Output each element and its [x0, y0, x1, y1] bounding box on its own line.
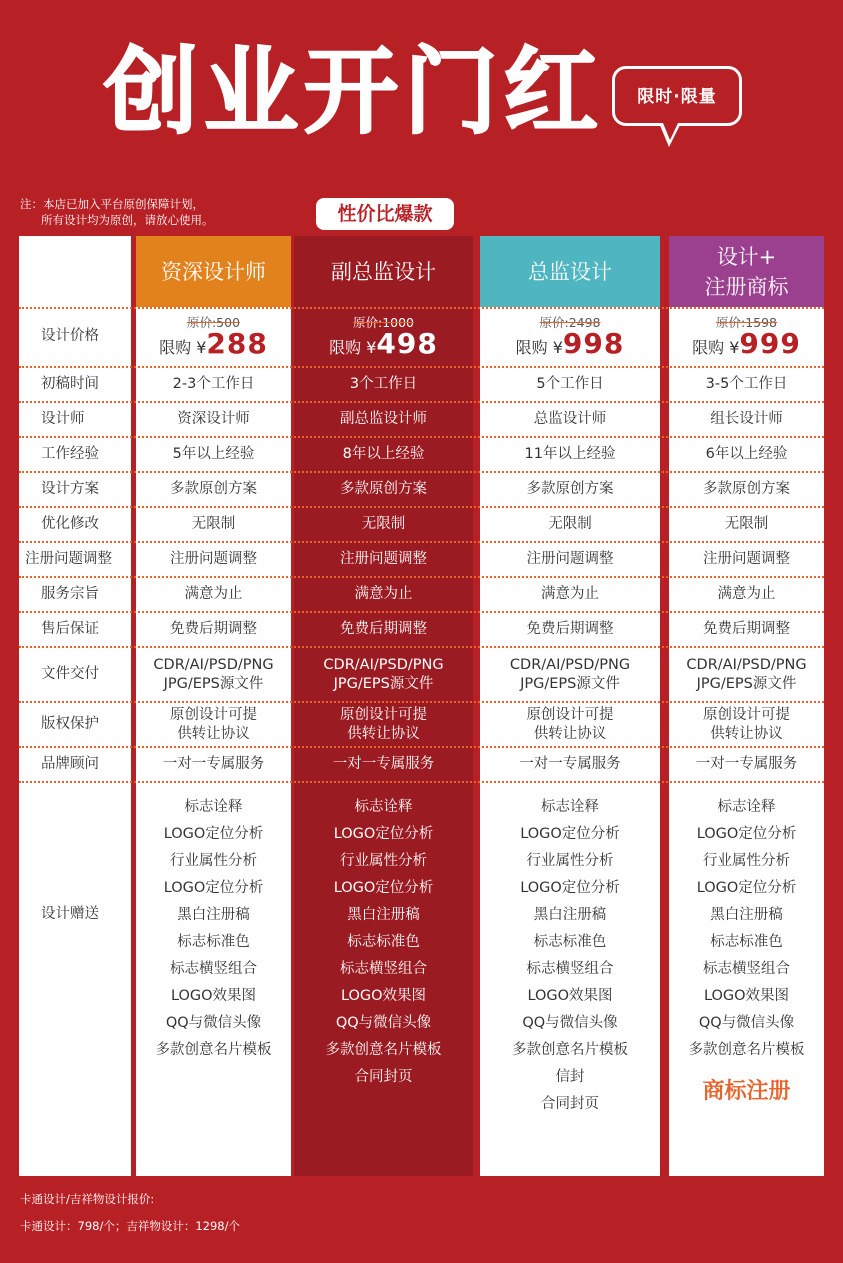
gift-item: 黑白注册稿	[710, 907, 783, 923]
plan-value-cell	[669, 612, 824, 647]
plan-value-text: CDR/AI/PSD/PNG	[153, 656, 274, 673]
plan-value-cell	[136, 437, 291, 472]
plan-value-text: 注册问题调整	[526, 551, 614, 567]
gift-item: LOGO定位分析	[520, 826, 620, 842]
plan-value-cell	[669, 367, 824, 402]
hot-badge: 性价比爆款	[316, 198, 454, 230]
gift-item: LOGO定位分析	[520, 880, 620, 896]
plan-value-cell	[480, 747, 660, 782]
plan-value-text: 无限制	[191, 516, 236, 532]
plan-value-text: 5个工作日	[536, 376, 604, 392]
gift-item: 标志诠释	[541, 799, 599, 815]
plan-value-text: 满意为止	[354, 586, 413, 602]
plan-header-design-trademark	[669, 236, 824, 307]
plan-value-text: 供转让协议	[710, 725, 783, 742]
plan-value-cell	[136, 402, 291, 437]
plan-value-text: 资深设计师	[177, 411, 250, 427]
row-label: 品牌顾问	[41, 756, 99, 772]
plan-value-cell	[136, 472, 291, 507]
footer-line2: 卡通设计：798/个；吉祥物设计：1298/个	[20, 1219, 240, 1233]
gift-item: QQ与微信头像	[698, 1015, 795, 1031]
gift-item: LOGO定位分析	[163, 880, 264, 896]
plan-value-cell	[480, 507, 660, 542]
deal-price	[669, 327, 824, 360]
plan-value-text: 满意为止	[184, 586, 243, 602]
page-title: 创业开门红	[104, 38, 605, 147]
plan-value-cell	[136, 747, 291, 782]
plan-value-text: 无限制	[724, 516, 769, 532]
deal-amount: 288	[206, 327, 268, 360]
plan-value-cell	[480, 472, 660, 507]
plan-value-cell	[669, 402, 824, 437]
gift-item: 多款创意名片模板	[688, 1042, 805, 1058]
gift-list-4	[669, 794, 824, 1105]
row-label: 工作经验	[41, 446, 99, 462]
plan-value-cell	[136, 507, 291, 542]
plan-value-cell	[136, 367, 291, 402]
deal-prefix: 限购 ¥	[515, 338, 563, 357]
plan-value-text: 一对一专属服务	[519, 756, 621, 772]
plan-header-deputy-director: 副总监设计	[294, 236, 473, 307]
plan-value-text: JPG/EPS源文件	[520, 675, 620, 692]
plan-value-cell	[294, 747, 473, 782]
gift-list-2	[294, 794, 473, 1091]
gift-item: 黑白注册稿	[533, 907, 607, 923]
plan-header-senior: 资深设计师	[136, 236, 291, 307]
gift-item: 合同封页	[354, 1069, 413, 1085]
plan-value-cell	[136, 647, 291, 702]
plan-value-text: 多款原创方案	[703, 481, 790, 497]
plan-value-text: 一对一专属服务	[332, 756, 435, 772]
price-cell-3	[480, 309, 660, 364]
plan-value-cell	[480, 647, 660, 702]
row-label: 优化修改	[41, 516, 99, 532]
plan-value-text: 3-5个工作日	[705, 376, 788, 392]
plan-value-text: 无限制	[361, 516, 406, 532]
plan-value-text: 3个工作日	[349, 376, 418, 392]
plan-value-text: CDR/AI/PSD/PNG	[323, 656, 444, 673]
plan-header-line1: 设计+	[716, 244, 777, 269]
gift-item: 黑白注册稿	[177, 907, 250, 923]
gift-item: 标志标准色	[533, 934, 607, 950]
gift-item: LOGO定位分析	[696, 880, 797, 896]
deal-prefix: 限购 ¥	[329, 338, 377, 357]
plan-value-text: JPG/EPS源文件	[696, 675, 797, 692]
price-cell-1	[136, 309, 291, 364]
plan-value-text: 多款原创方案	[340, 481, 427, 497]
plan-value-text: 一对一专属服务	[162, 756, 265, 772]
row-label: 初稿时间	[41, 376, 99, 392]
deal-price	[294, 327, 473, 360]
gift-item: 标志横竖组合	[526, 961, 614, 977]
gift-item: LOGO效果图	[527, 988, 613, 1004]
plan-value-cell	[669, 702, 824, 747]
row-label: 设计方案	[41, 481, 99, 497]
plan-value-cell	[136, 542, 291, 577]
gift-item: 标志标准色	[347, 934, 420, 950]
deal-prefix: 限购 ¥	[692, 338, 740, 357]
plan-value-text: JPG/EPS源文件	[333, 675, 434, 692]
deal-amount: 998	[562, 327, 625, 360]
deal-amount: 498	[376, 327, 438, 360]
deal-prefix: 限购 ¥	[159, 338, 207, 357]
gift-item: LOGO效果图	[340, 988, 427, 1004]
plan-value-cell	[136, 702, 291, 747]
trademark-bonus: 商标注册	[702, 1079, 791, 1104]
bubble-tail-inner	[663, 123, 678, 140]
plan-value-text: 免费后期调整	[170, 621, 257, 637]
plan-value-cell	[294, 612, 473, 647]
row-label: 注册问题调整	[25, 551, 112, 567]
notice	[20, 196, 214, 228]
plan-value-cell	[669, 647, 824, 702]
gift-item: 多款创意名片模板	[155, 1042, 272, 1058]
plan-value-text: 注册问题调整	[340, 551, 427, 567]
plan-value-cell	[669, 542, 824, 577]
original-price: 原价:1598	[715, 315, 778, 330]
plan-value-cell	[480, 612, 660, 647]
plan-value-text: 满意为止	[541, 586, 599, 602]
plan-value-text: 原创设计可提	[526, 706, 614, 723]
gift-item: 标志诠释	[354, 799, 413, 815]
plan-value-text: 免费后期调整	[703, 621, 790, 637]
plan-value-text: 6年以上经验	[705, 446, 788, 462]
plan-value-cell	[136, 612, 291, 647]
gift-item: 行业属性分析	[703, 853, 790, 869]
plan-value-text: 原创设计可提	[170, 706, 257, 723]
price-cell-2	[294, 309, 473, 364]
plan-value-cell	[669, 747, 824, 782]
plan-value-text: 满意为止	[717, 586, 776, 602]
original-price: 原价:1000	[352, 315, 415, 330]
gift-item: LOGO定位分析	[163, 826, 264, 842]
plan-value-cell	[480, 437, 660, 472]
footer-line1: 卡通设计/吉祥物设计报价:	[20, 1192, 155, 1206]
notice-line2: 所有设计均为原创，请放心使用。	[41, 213, 214, 227]
gift-list-1	[136, 794, 291, 1064]
plan-value-text: 注册问题调整	[170, 551, 257, 567]
plan-value-cell	[480, 702, 660, 747]
gift-item: 标志诠释	[184, 799, 243, 815]
plan-value-text: 组长设计师	[710, 411, 783, 427]
row-label-price: 设计价格	[41, 328, 99, 344]
gift-item: 信封	[555, 1069, 585, 1085]
plan-value-text: CDR/AI/PSD/PNG	[686, 656, 807, 673]
row-label: 售后保证	[41, 621, 99, 637]
price-cell-4	[669, 309, 824, 364]
gift-item: 多款创意名片模板	[325, 1042, 442, 1058]
plan-value-text: 8年以上经验	[342, 446, 425, 462]
gift-item: LOGO效果图	[170, 988, 257, 1004]
plan-value-cell	[294, 702, 473, 747]
plan-value-cell	[294, 402, 473, 437]
gift-item: 标志标准色	[177, 934, 250, 950]
plan-value-text: 供转让协议	[347, 725, 420, 742]
gift-item: 合同封页	[541, 1096, 599, 1112]
gift-item: 标志横竖组合	[170, 961, 257, 977]
gift-item: 黑白注册稿	[347, 907, 420, 923]
plan-value-text: 供转让协议	[177, 725, 250, 742]
gift-item: QQ与微信头像	[165, 1015, 262, 1031]
gift-item: LOGO定位分析	[333, 880, 434, 896]
plan-value-text: CDR/AI/PSD/PNG	[509, 656, 631, 673]
gift-item: LOGO定位分析	[333, 826, 434, 842]
plan-value-cell	[294, 647, 473, 702]
notice-line1: 注：本店已加入平台原创保障计划，	[20, 197, 204, 211]
plan-value-cell	[294, 437, 473, 472]
bubble-label: 限时·限量	[637, 87, 717, 107]
row-separator	[19, 307, 824, 309]
plan-value-cell	[294, 507, 473, 542]
row-label-gifts: 设计赠送	[41, 905, 99, 922]
plan-value-cell	[480, 577, 660, 612]
plan-header-director: 总监设计	[480, 236, 660, 307]
gift-item: LOGO定位分析	[696, 826, 797, 842]
plan-value-text: 一对一专属服务	[695, 756, 798, 772]
row-label: 设计师	[41, 411, 85, 427]
plan-value-text: 5年以上经验	[172, 446, 255, 462]
original-price: 原价:500	[186, 315, 241, 330]
plan-value-text: 11年以上经验	[524, 446, 616, 462]
gift-item: QQ与微信头像	[335, 1015, 432, 1031]
gift-item: 行业属性分析	[526, 853, 614, 869]
plan-value-text: 总监设计师	[533, 411, 607, 427]
plan-value-cell	[480, 542, 660, 577]
plan-value-text: 免费后期调整	[526, 621, 614, 637]
deal-amount: 999	[739, 327, 801, 360]
plan-value-text: 2-3个工作日	[172, 376, 255, 392]
plan-value-cell	[294, 577, 473, 612]
deal-price	[480, 327, 660, 360]
plan-value-cell	[294, 542, 473, 577]
plan-value-text: 原创设计可提	[340, 706, 427, 723]
plan-value-text: 无限制	[548, 516, 592, 532]
plan-value-cell	[136, 577, 291, 612]
gift-item: 标志诠释	[717, 799, 776, 815]
plan-value-cell	[294, 472, 473, 507]
deal-price	[136, 327, 291, 360]
plan-header-line2: 注册商标	[704, 274, 789, 299]
row-label: 文件交付	[41, 666, 99, 682]
plan-value-text: 注册问题调整	[703, 551, 790, 567]
limited-bubble	[612, 66, 742, 126]
gift-item: LOGO效果图	[703, 988, 790, 1004]
plan-value-cell	[669, 437, 824, 472]
gift-item: 标志横竖组合	[703, 961, 790, 977]
plan-value-text: JPG/EPS源文件	[163, 675, 264, 692]
gift-item: 多款创意名片模板	[512, 1042, 628, 1058]
plan-value-cell	[480, 402, 660, 437]
plan-value-text: 原创设计可提	[703, 706, 790, 723]
row-label: 版权保护	[41, 716, 99, 732]
plan-value-text: 副总监设计师	[340, 411, 427, 427]
gift-item: 标志标准色	[710, 934, 783, 950]
gift-item: 行业属性分析	[170, 853, 257, 869]
plan-value-cell	[669, 577, 824, 612]
plan-value-cell	[480, 367, 660, 402]
gift-item: QQ与微信头像	[522, 1015, 618, 1031]
gift-item: 标志横竖组合	[340, 961, 427, 977]
plan-value-text: 多款原创方案	[170, 481, 257, 497]
plan-value-text: 供转让协议	[533, 725, 607, 742]
plan-value-cell	[669, 507, 824, 542]
gift-item: 行业属性分析	[340, 853, 427, 869]
plan-value-cell	[294, 367, 473, 402]
plan-value-cell	[669, 472, 824, 507]
row-label: 服务宗旨	[41, 586, 99, 602]
plan-value-text: 多款原创方案	[526, 481, 614, 497]
original-price: 原价:2498	[539, 315, 601, 330]
gift-list-3	[480, 794, 660, 1118]
plan-value-text: 免费后期调整	[340, 621, 427, 637]
